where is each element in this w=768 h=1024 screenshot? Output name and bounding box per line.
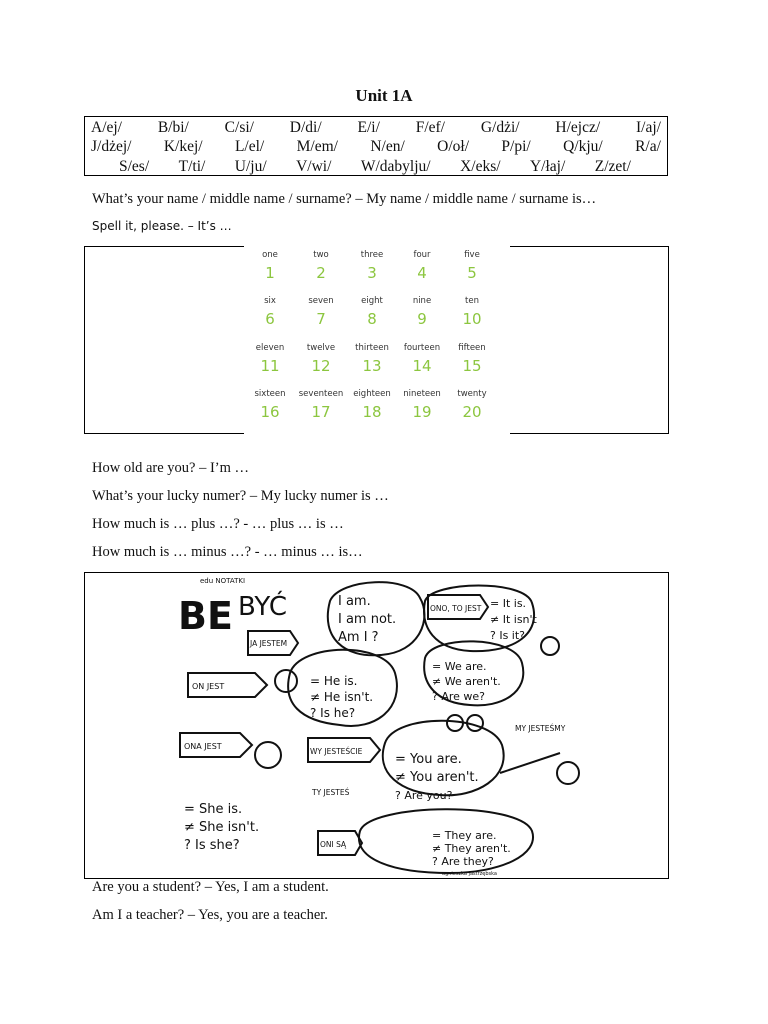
number-word: eleven (255, 343, 285, 353)
credit-bottom: agnieszka jastrzębska (442, 871, 497, 877)
number-word: sixteen (254, 389, 286, 399)
number-word: nine (412, 296, 432, 306)
label-wy: WY JESTEŚCIE (310, 747, 363, 756)
number-digit: 2 (316, 264, 326, 282)
question-name: What’s your name / middle name / surname? – My name / middle name / surname is… (92, 191, 597, 207)
i-line-3: Am I ? (338, 630, 379, 645)
number-item (396, 296, 448, 328)
number-digit: 4 (417, 264, 427, 282)
alphabet-letter: J/dżej/ (91, 138, 132, 155)
we-line-3: ? Are we? (432, 690, 486, 703)
number-digit: 13 (362, 357, 382, 375)
number-word: six (264, 296, 276, 306)
face-he (275, 670, 297, 692)
sketchnote-drawing (170, 573, 584, 878)
label-oni: ONI SĄ (320, 840, 347, 849)
number-digit: 6 (265, 310, 275, 328)
alphabet-letter: I/aj/ (636, 119, 661, 136)
number-digit: 19 (412, 403, 432, 421)
question-spell: Spell it, please. – It’s … (92, 219, 232, 233)
number-word: thirteen (355, 343, 389, 353)
alphabet-letter: S/es/ (119, 158, 150, 175)
alphabet-letter: X/eks/ (460, 158, 501, 175)
number-item (346, 296, 398, 328)
alphabet-letter: M/em/ (296, 138, 338, 155)
i-line-1: I am. (338, 594, 371, 609)
number-item (396, 389, 448, 421)
number-item (295, 250, 347, 282)
question-minus: How much is … minus …? - … minus … is… (92, 544, 363, 560)
alphabet-row-1 (91, 118, 661, 137)
you-line-3: ? Are you? (395, 789, 453, 802)
alphabet-letter: B/bi/ (157, 119, 189, 136)
i-line-2: I am not. (338, 612, 397, 627)
number-digit: 17 (311, 403, 331, 421)
number-word: eighteen (353, 389, 391, 399)
question-age: How old are you? – I’m … (92, 460, 250, 476)
alphabet-letter: V/wi/ (296, 158, 332, 175)
it-line-3: ? Is it? (490, 629, 526, 642)
number-digit: 10 (462, 310, 482, 328)
number-digit: 15 (462, 357, 482, 375)
number-digit: 12 (311, 357, 331, 375)
number-item (446, 250, 498, 282)
alphabet-letter: T/ti/ (178, 158, 206, 175)
verb-be-sketchnote (170, 573, 584, 878)
number-item (446, 343, 498, 375)
number-item (295, 296, 347, 328)
alphabet-table (84, 116, 668, 176)
number-word: two (313, 250, 329, 260)
number-word: seventeen (298, 389, 344, 399)
number-word: five (464, 250, 480, 260)
number-digit: 5 (467, 264, 477, 282)
number-digit: 11 (260, 357, 280, 375)
alphabet-letter: O/oł/ (437, 138, 470, 155)
heading-be: BE (178, 594, 233, 638)
label-ty: TY JESTEŚ (312, 788, 350, 797)
alphabet-letter: A/ej/ (91, 119, 122, 136)
number-word: three (360, 250, 384, 260)
number-item (396, 343, 448, 375)
alphabet-letter: L/el/ (234, 138, 265, 155)
number-digit: 14 (412, 357, 432, 375)
you-line-2: ≠ You aren't. (395, 770, 479, 785)
she-line-3: ? Is she? (184, 838, 240, 853)
number-digit: 16 (260, 403, 280, 421)
he-line-2: ≠ He isn't. (310, 690, 374, 704)
number-item (295, 343, 347, 375)
number-word: one (262, 250, 278, 260)
number-digit: 20 (462, 403, 482, 421)
alphabet-row-3 (119, 157, 631, 176)
they-line-1: = They are. (432, 829, 497, 842)
number-item (396, 250, 448, 282)
alphabet-letter: Q/kju/ (563, 138, 603, 155)
question-lucky-number: What’s your lucky numer? – My lucky numer is … (92, 488, 389, 504)
label-on: ON JEST (192, 682, 225, 691)
he-line-1: = He is. (310, 674, 358, 688)
number-item (446, 296, 498, 328)
we-line-1: = We are. (432, 660, 487, 673)
alphabet-letter: E/i/ (357, 119, 380, 136)
numbers-chart (244, 240, 510, 436)
alphabet-letter: W/dabylju/ (360, 158, 431, 175)
number-digit: 7 (316, 310, 326, 328)
number-digit: 1 (265, 264, 275, 282)
number-item (244, 296, 296, 328)
number-digit: 9 (417, 310, 427, 328)
face-she (255, 742, 281, 768)
page-title: Unit 1A (355, 86, 413, 105)
number-item (244, 389, 296, 421)
it-line-1: = It is. (490, 597, 527, 610)
number-item (295, 389, 347, 421)
label-my: MY JESTEŚMY (515, 724, 566, 733)
number-word: nineteen (403, 389, 441, 399)
alphabet-letter: R/a/ (635, 138, 661, 155)
number-digit: 8 (367, 310, 377, 328)
credit-top: edu NOTATKI (200, 577, 246, 585)
she-line-2: ≠ She isn't. (184, 820, 260, 835)
number-item (446, 389, 498, 421)
number-word: eight (361, 296, 383, 306)
they-line-2: ≠ They aren't. (432, 842, 511, 855)
number-word: four (413, 250, 431, 260)
number-word: fifteen (458, 343, 486, 353)
alphabet-letter: U/ju/ (234, 158, 267, 175)
alphabet-letter: P/pi/ (501, 138, 531, 155)
alphabet-letter: N/en/ (370, 138, 405, 155)
alphabet-letter: F/ef/ (415, 119, 445, 136)
he-line-3: ? Is he? (310, 706, 356, 720)
number-word: fourteen (403, 343, 441, 353)
number-word: seven (308, 296, 334, 306)
alphabet-letter: H/ejcz/ (555, 119, 601, 136)
label-ona: ONA JEST (184, 742, 222, 751)
number-digit: 3 (367, 264, 377, 282)
alphabet-letter: Y/łaj/ (529, 158, 566, 175)
it-line-2: ≠ It isn't (490, 613, 537, 626)
question-teacher: Am I a teacher? – Yes, you are a teacher. (92, 907, 328, 923)
number-digit: 18 (362, 403, 382, 421)
alphabet-letter: C/si/ (224, 119, 254, 136)
we-line-2: ≠ We aren't. (432, 675, 501, 688)
they-line-3: ? Are they? (432, 855, 494, 868)
heading-byc: BYĆ (238, 592, 288, 622)
she-line-1: = She is. (184, 802, 243, 817)
alphabet-letter: D/di/ (289, 119, 322, 136)
face-it (541, 637, 559, 655)
face-person (557, 762, 579, 784)
number-item (244, 250, 296, 282)
number-word: twelve (306, 343, 336, 353)
alphabet-letter: Z/zet/ (594, 158, 631, 175)
question-student: Are you a student? – Yes, I am a student. (92, 879, 329, 895)
pointer-line (500, 753, 560, 773)
number-item (346, 343, 398, 375)
you-line-1: = You are. (395, 752, 462, 767)
alphabet-letter: K/kej/ (163, 138, 203, 155)
number-word: ten (465, 296, 479, 306)
alphabet-letter: G/dżi/ (480, 119, 520, 136)
label-ono: ONO, TO JEST (430, 604, 482, 613)
number-item (244, 343, 296, 375)
number-word: twenty (457, 389, 487, 399)
question-plus: How much is … plus …? - … plus … is … (92, 516, 344, 532)
number-item (346, 250, 398, 282)
label-ja: JA JESTEM (250, 639, 288, 648)
alphabet-row-2 (91, 137, 661, 156)
number-item (346, 389, 398, 421)
